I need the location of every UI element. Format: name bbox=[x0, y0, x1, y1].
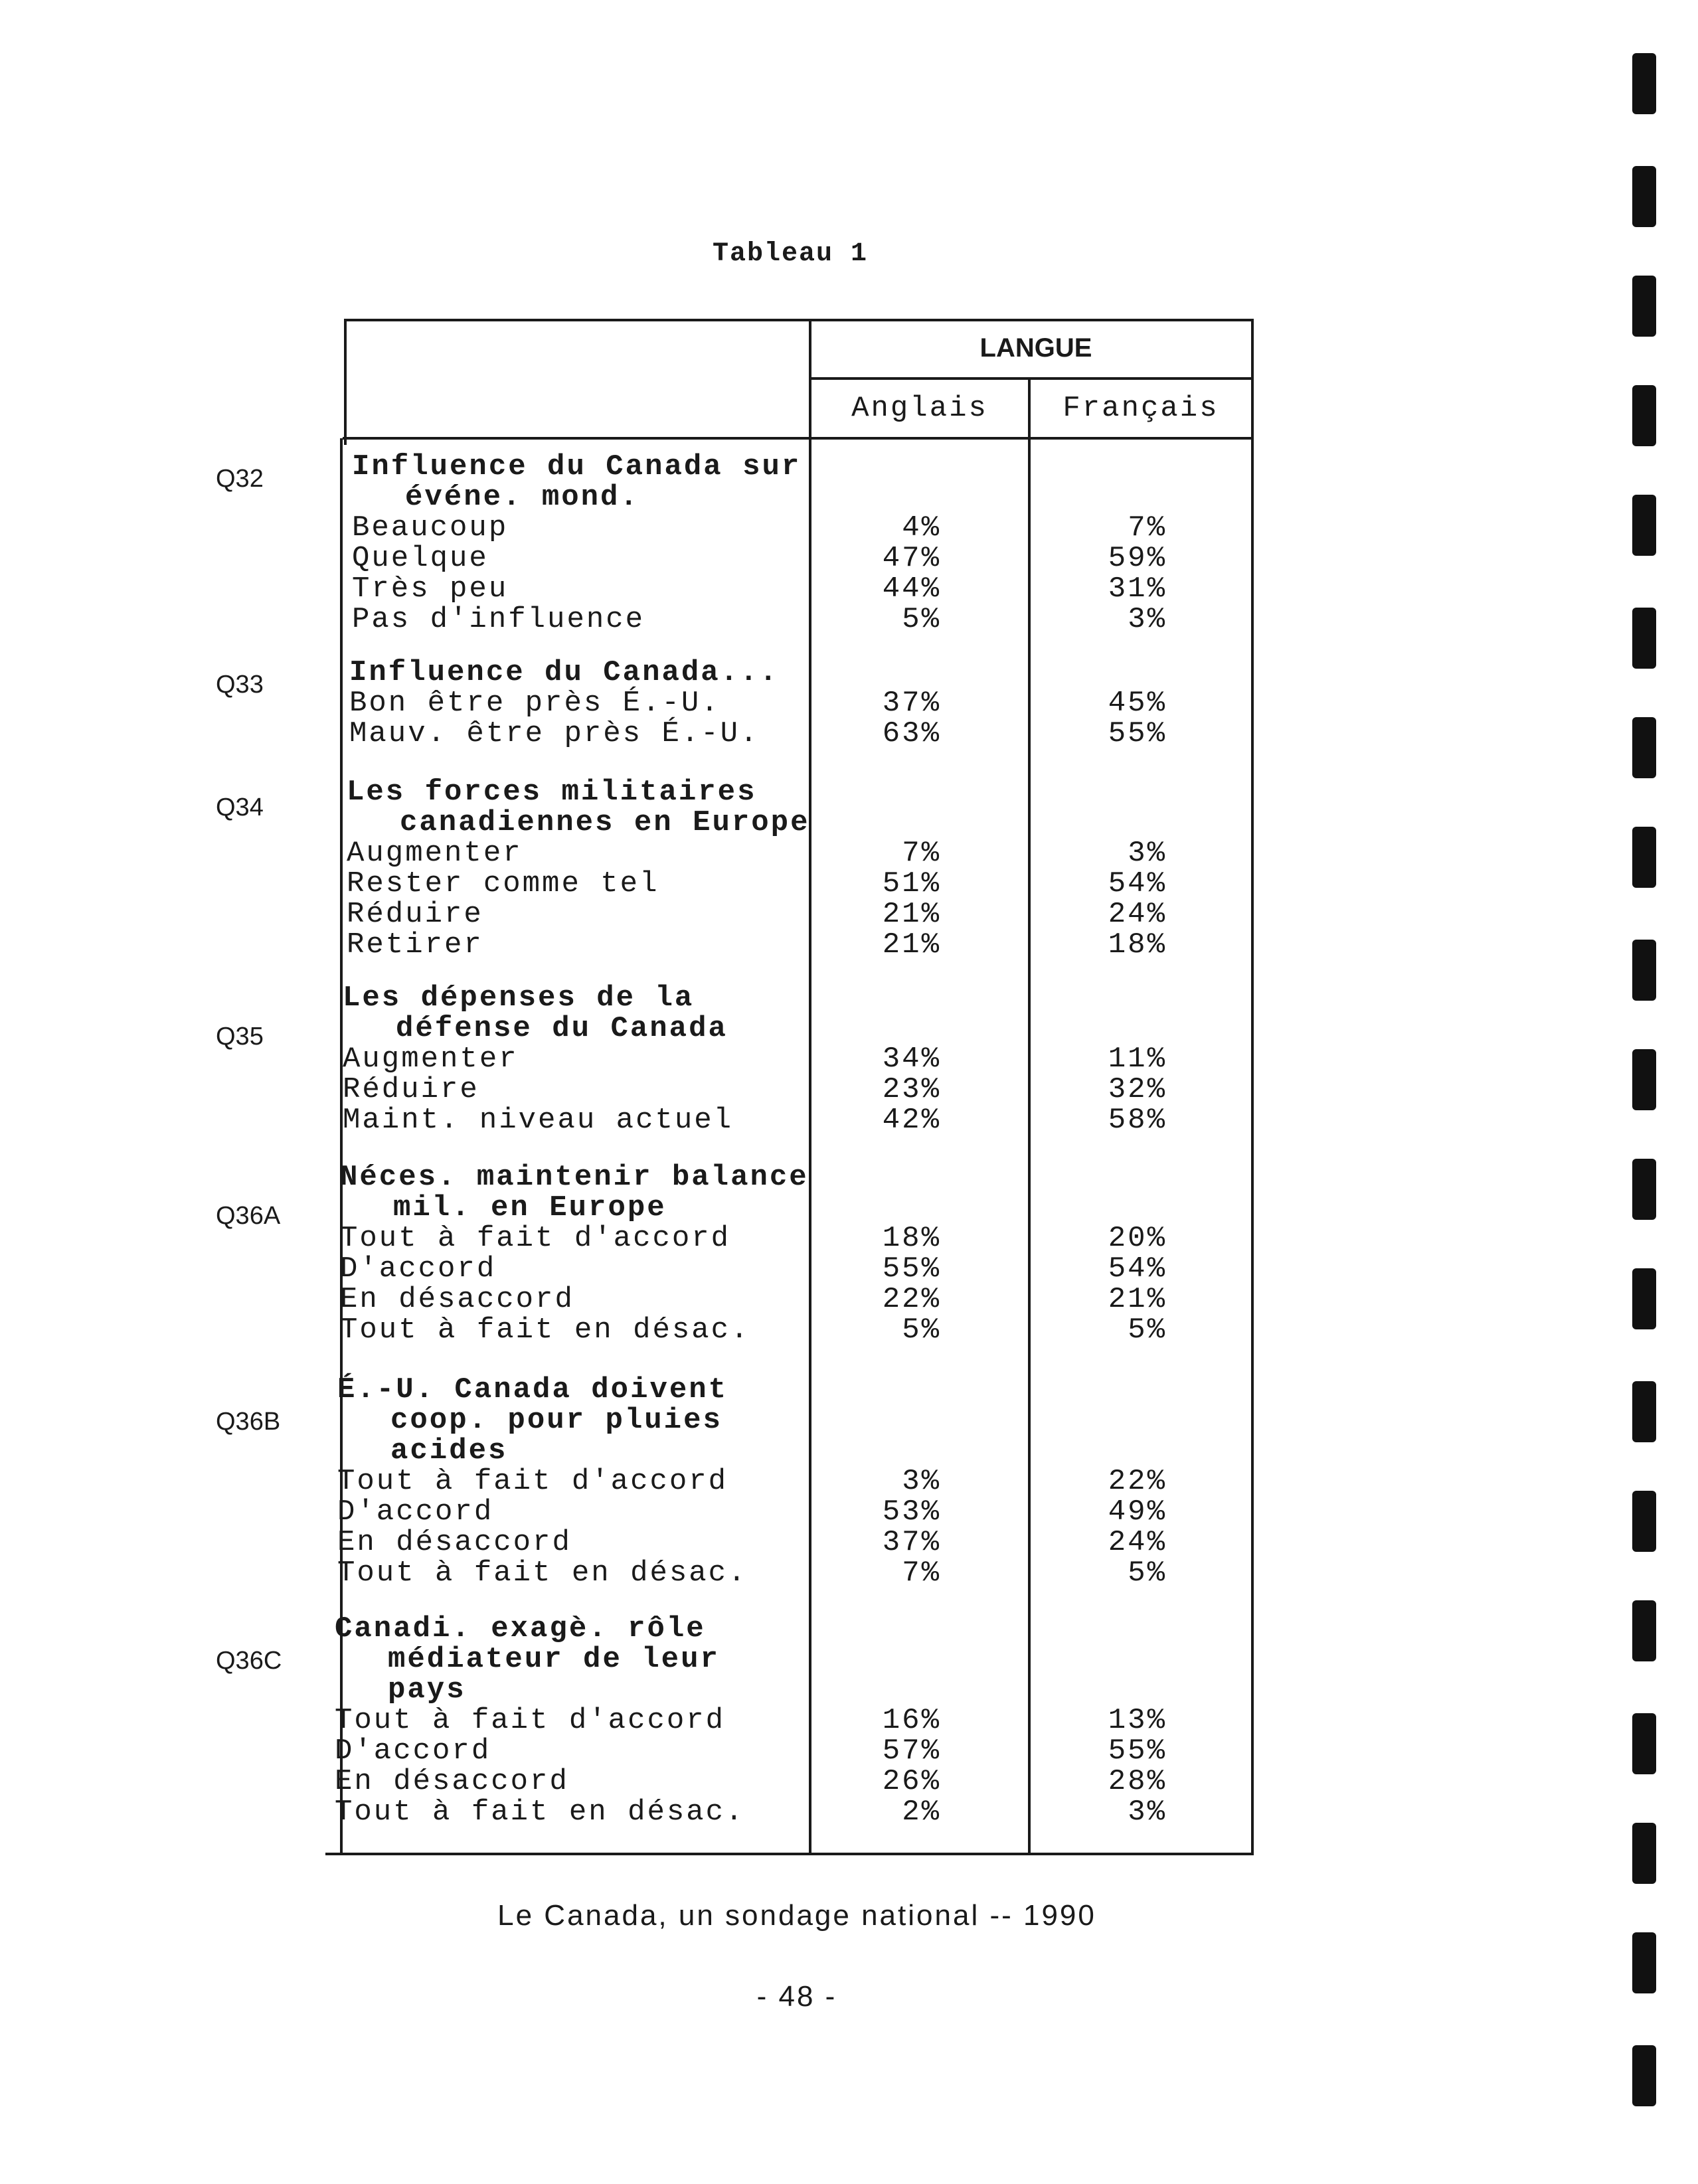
question-id: Q36C bbox=[216, 1647, 282, 1675]
response-label: Très peu bbox=[352, 572, 509, 606]
binder-hole-mark bbox=[1632, 608, 1656, 669]
value-francais: 32% bbox=[1108, 1073, 1167, 1106]
binder-hole-mark bbox=[1632, 940, 1656, 1001]
binder-hole-mark bbox=[1632, 495, 1656, 556]
response-label: Tout à fait en désac. bbox=[335, 1796, 745, 1829]
response-label: Réduire bbox=[347, 898, 483, 931]
binder-hole-mark bbox=[1632, 1159, 1656, 1220]
binder-hole-mark bbox=[1632, 1381, 1656, 1442]
value-francais: 18% bbox=[1108, 928, 1167, 962]
binder-hole-mark bbox=[1632, 717, 1656, 778]
table-row bbox=[347, 869, 1698, 899]
value-francais: 28% bbox=[1108, 1765, 1167, 1798]
question-section bbox=[0, 657, 1698, 749]
table-row bbox=[347, 899, 1698, 930]
table-row bbox=[337, 1558, 1698, 1588]
binder-hole-mark bbox=[1632, 1491, 1656, 1552]
table-row bbox=[335, 1736, 1698, 1766]
response-label: Augmenter bbox=[347, 837, 523, 870]
question-title: défense du Canada bbox=[396, 1012, 728, 1045]
header-bottom-rule bbox=[343, 437, 1254, 440]
response-label: D'accord bbox=[337, 1495, 494, 1529]
value-anglais: 51% bbox=[882, 867, 941, 900]
value-anglais: 44% bbox=[882, 572, 941, 606]
table-row bbox=[340, 1254, 1698, 1284]
response-label: Beaucoup bbox=[352, 511, 509, 545]
table-row bbox=[337, 1497, 1698, 1527]
value-francais: 54% bbox=[1108, 1252, 1167, 1286]
response-label: Tout à fait en désac. bbox=[340, 1313, 750, 1347]
table-row bbox=[347, 930, 1698, 960]
value-francais: 55% bbox=[1108, 1734, 1167, 1768]
question-id: Q35 bbox=[216, 1023, 264, 1050]
binder-hole-mark bbox=[1632, 385, 1656, 446]
response-label: Pas d'influence bbox=[352, 603, 645, 636]
value-anglais: 37% bbox=[882, 1526, 941, 1559]
table-row bbox=[349, 688, 1698, 718]
value-francais: 3% bbox=[1128, 603, 1167, 636]
column-header-anglais: Anglais bbox=[851, 392, 988, 425]
value-francais: 31% bbox=[1108, 572, 1167, 606]
response-label: Réduire bbox=[343, 1073, 479, 1106]
value-francais: 24% bbox=[1108, 1526, 1167, 1559]
response-label: Quelque bbox=[352, 542, 489, 575]
table-row bbox=[340, 1284, 1698, 1315]
response-label: En désaccord bbox=[335, 1765, 569, 1798]
value-anglais: 18% bbox=[882, 1222, 941, 1255]
binder-hole-mark bbox=[1632, 1600, 1656, 1661]
table-row bbox=[352, 604, 1698, 635]
table-row bbox=[349, 718, 1698, 749]
response-label: Tout à fait d'accord bbox=[337, 1465, 728, 1498]
value-francais: 11% bbox=[1108, 1043, 1167, 1076]
response-label: Tout à fait d'accord bbox=[335, 1704, 726, 1737]
value-francais: 21% bbox=[1108, 1283, 1167, 1316]
value-anglais: 37% bbox=[882, 687, 941, 720]
question-title: Influence du Canada sur bbox=[352, 450, 802, 483]
value-anglais: 7% bbox=[902, 1556, 941, 1590]
value-francais: 13% bbox=[1108, 1704, 1167, 1737]
response-label: En désaccord bbox=[340, 1283, 574, 1316]
binder-hole-mark bbox=[1632, 1268, 1656, 1329]
value-anglais: 16% bbox=[882, 1704, 941, 1737]
question-id: Q36A bbox=[216, 1202, 281, 1230]
value-anglais: 47% bbox=[882, 542, 941, 575]
value-anglais: 2% bbox=[902, 1796, 941, 1829]
table-row bbox=[335, 1766, 1698, 1797]
table-border-left bbox=[344, 319, 347, 445]
table-row bbox=[352, 513, 1698, 543]
value-anglais: 26% bbox=[882, 1765, 941, 1798]
question-section bbox=[0, 452, 1698, 635]
response-label: Bon être près É.-U. bbox=[349, 687, 721, 720]
question-title: médiateur de leur bbox=[388, 1643, 720, 1676]
value-anglais: 55% bbox=[882, 1252, 941, 1286]
value-francais: 5% bbox=[1128, 1313, 1167, 1347]
response-label: Augmenter bbox=[343, 1043, 519, 1076]
value-anglais: 21% bbox=[882, 898, 941, 931]
value-anglais: 53% bbox=[882, 1495, 941, 1529]
table-row bbox=[337, 1527, 1698, 1558]
question-title: Les forces militaires bbox=[347, 776, 757, 809]
response-label: Tout à fait d'accord bbox=[340, 1222, 731, 1255]
response-label: En désaccord bbox=[337, 1526, 572, 1559]
value-francais: 3% bbox=[1128, 837, 1167, 870]
question-title: Influence du Canada... bbox=[349, 656, 779, 689]
question-title: événe. mond. bbox=[405, 481, 639, 514]
response-label: Rester comme tel bbox=[347, 867, 659, 900]
table-row bbox=[340, 1315, 1698, 1345]
value-anglais: 5% bbox=[902, 603, 941, 636]
binder-hole-mark bbox=[1632, 53, 1656, 114]
question-section bbox=[0, 1614, 1698, 1827]
table-row bbox=[343, 1074, 1698, 1105]
value-francais: 3% bbox=[1128, 1796, 1167, 1829]
question-title: canadiennes en Europe bbox=[400, 806, 810, 839]
question-id: Q34 bbox=[216, 794, 264, 821]
binder-hole-mark bbox=[1632, 1049, 1656, 1110]
binder-hole-mark bbox=[1632, 166, 1656, 227]
question-id: Q33 bbox=[216, 671, 264, 699]
value-francais: 55% bbox=[1108, 717, 1167, 750]
binder-hole-mark bbox=[1632, 827, 1656, 888]
value-francais: 24% bbox=[1108, 898, 1167, 931]
binder-hole-mark bbox=[1632, 276, 1656, 337]
table-row bbox=[335, 1705, 1698, 1736]
question-title: coop. pour pluies bbox=[390, 1404, 722, 1437]
question-section bbox=[0, 1162, 1698, 1345]
question-title: acides bbox=[390, 1434, 508, 1468]
value-anglais: 22% bbox=[882, 1283, 941, 1316]
value-anglais: 63% bbox=[882, 717, 941, 750]
question-title: Néces. maintenir balance bbox=[340, 1161, 809, 1194]
question-title: É.-U. Canada doivent bbox=[337, 1373, 728, 1406]
column-group-header: LANGUE bbox=[979, 333, 1092, 363]
column-header-francais: Français bbox=[1062, 392, 1219, 425]
response-label: Tout à fait en désac. bbox=[337, 1556, 748, 1590]
page-title: Tableau 1 bbox=[712, 239, 869, 269]
table-row bbox=[343, 1105, 1698, 1135]
question-title: pays bbox=[388, 1673, 466, 1707]
value-francais: 49% bbox=[1108, 1495, 1167, 1529]
value-francais: 59% bbox=[1108, 542, 1167, 575]
response-label: D'accord bbox=[335, 1734, 491, 1768]
value-francais: 22% bbox=[1108, 1465, 1167, 1498]
response-label: Retirer bbox=[347, 928, 483, 962]
question-section bbox=[0, 983, 1698, 1135]
binder-hole-mark bbox=[1632, 1823, 1656, 1884]
question-title: Canadi. exagè. rôle bbox=[335, 1612, 706, 1645]
value-francais: 58% bbox=[1108, 1104, 1167, 1137]
question-section bbox=[0, 777, 1698, 960]
caption: Le Canada, un sondage national -- 1990 bbox=[497, 1899, 1096, 1932]
value-francais: 7% bbox=[1128, 511, 1167, 545]
value-francais: 20% bbox=[1108, 1222, 1167, 1255]
value-anglais: 7% bbox=[902, 837, 941, 870]
response-label: D'accord bbox=[340, 1252, 497, 1286]
table-row bbox=[347, 838, 1698, 869]
value-anglais: 3% bbox=[902, 1465, 941, 1498]
value-francais: 54% bbox=[1108, 867, 1167, 900]
question-title: Les dépenses de la bbox=[343, 981, 695, 1015]
table-border-bottom bbox=[325, 1853, 1254, 1855]
table-row bbox=[352, 574, 1698, 604]
table-row bbox=[340, 1223, 1698, 1254]
binder-hole-mark bbox=[1632, 2045, 1656, 2106]
table-row bbox=[343, 1044, 1698, 1074]
binder-hole-mark bbox=[1632, 1932, 1656, 1993]
value-anglais: 57% bbox=[882, 1734, 941, 1768]
value-anglais: 5% bbox=[902, 1313, 941, 1347]
question-id: Q32 bbox=[216, 465, 264, 493]
value-anglais: 42% bbox=[882, 1104, 941, 1137]
value-anglais: 23% bbox=[882, 1073, 941, 1106]
table-border-top bbox=[345, 319, 1252, 321]
value-anglais: 21% bbox=[882, 928, 941, 962]
question-title: mil. en Europe bbox=[393, 1191, 667, 1224]
question-section bbox=[0, 1375, 1698, 1588]
table-row bbox=[335, 1797, 1698, 1827]
value-anglais: 4% bbox=[902, 511, 941, 545]
value-francais: 45% bbox=[1108, 687, 1167, 720]
page-number: - 48 - bbox=[756, 1980, 837, 2013]
table-row bbox=[352, 543, 1698, 574]
value-francais: 5% bbox=[1128, 1556, 1167, 1590]
question-id: Q36B bbox=[216, 1408, 281, 1436]
binder-hole-mark bbox=[1632, 1713, 1656, 1774]
langue-header-underline bbox=[809, 377, 1254, 380]
value-anglais: 34% bbox=[882, 1043, 941, 1076]
response-label: Maint. niveau actuel bbox=[343, 1104, 734, 1137]
response-label: Mauv. être près É.-U. bbox=[349, 717, 760, 750]
table-row bbox=[337, 1466, 1698, 1497]
